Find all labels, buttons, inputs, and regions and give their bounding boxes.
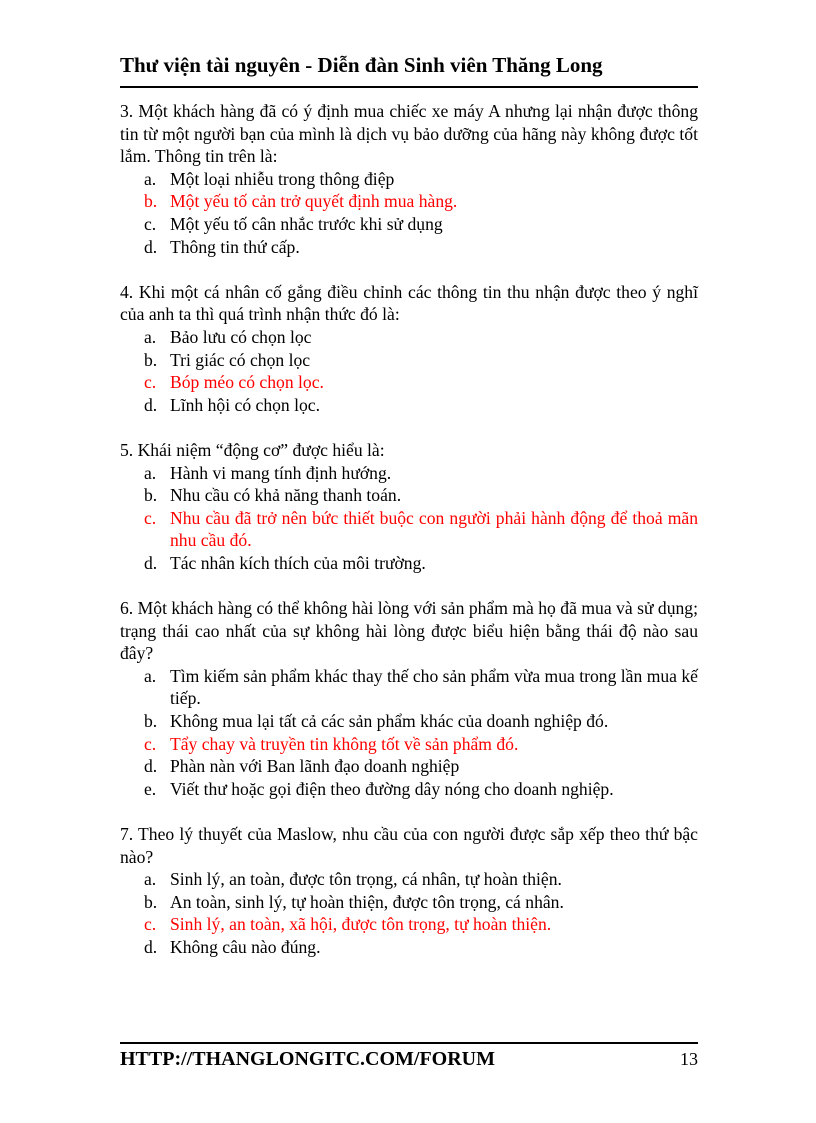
option-letter: a. — [144, 869, 157, 890]
question-3 — [120, 100, 698, 258]
question-text: 6. Một khách hàng có thể không hài lòng với sản phẩm mà họ đã mua và sử dụng; trạng thái cao nhất của sự không hài lòng được biểu hiện bằng thái độ nào sau đây? — [120, 598, 698, 664]
question-list — [120, 100, 698, 981]
option-text: An toàn, sinh lý, tự hoàn thiện, được tôn trọng, cá nhân. — [170, 891, 564, 912]
option-d — [120, 936, 698, 959]
option-letter: b. — [144, 711, 158, 732]
question-5 — [120, 439, 698, 575]
option-text: Phàn nàn với Ban lãnh đạo doanh nghiệp — [170, 756, 460, 777]
option-letter: d. — [144, 756, 158, 777]
option-text: Sinh lý, an toàn, được tôn trọng, cá nhân, tự hoàn thiện. — [170, 869, 562, 890]
option-letter: b. — [144, 349, 158, 370]
option-text: Tìm kiếm sản phẩm khác thay thế cho sản phẩm vừa mua trong lần mua kế tiếp. — [170, 665, 698, 709]
option-letter: d. — [144, 936, 158, 957]
option-text: Nhu cầu đã trở nên bức thiết buộc con người phải hành động để thoả mãn nhu cầu đó. — [170, 507, 698, 551]
option-c-correct — [120, 507, 698, 552]
option-list — [120, 868, 698, 958]
option-text: Tác nhân kích thích của môi trường. — [170, 552, 426, 573]
option-letter: c. — [144, 372, 157, 393]
option-letter: a. — [144, 168, 157, 189]
footer-divider — [120, 1042, 698, 1044]
question-6 — [120, 597, 698, 800]
option-d — [120, 236, 698, 259]
question-text: 7. Theo lý thuyết của Maslow, nhu cầu của con người được sắp xếp theo thứ bậc nào? — [120, 824, 698, 867]
option-letter: c. — [144, 507, 157, 528]
option-b — [120, 891, 698, 914]
option-letter: d. — [144, 236, 158, 257]
option-letter: b. — [144, 191, 158, 212]
option-letter: e. — [144, 778, 157, 799]
option-text: Không câu nào đúng. — [170, 936, 321, 957]
question-text: 5. Khái niệm “động cơ” được hiểu là: — [120, 439, 385, 460]
option-a — [120, 168, 698, 191]
option-list — [120, 462, 698, 575]
question-7 — [120, 823, 698, 959]
option-text: Thông tin thứ cấp. — [170, 236, 300, 257]
option-a — [120, 868, 698, 891]
option-letter: a. — [144, 665, 157, 686]
option-text: Một loại nhiễu trong thông điệp — [170, 168, 395, 189]
option-c-correct — [120, 371, 698, 394]
option-b — [120, 484, 698, 507]
option-b-correct — [120, 190, 698, 213]
option-text: Tri giác có chọn lọc — [170, 349, 311, 370]
option-a — [120, 326, 698, 349]
page-header-title: Thư viện tài nguyên - Diễn đàn Sinh viên Thăng Long — [120, 53, 603, 77]
option-letter: b. — [144, 891, 158, 912]
option-text: Hành vi mang tính định hướng. — [170, 462, 392, 483]
option-c-correct — [120, 913, 698, 936]
option-text: Một yếu tố cân nhắc trước khi sử dụng — [170, 213, 443, 234]
footer-forum-link[interactable]: HTTP://THANGLONGITC.COM/FORUM — [120, 1048, 495, 1070]
option-letter: d. — [144, 552, 158, 573]
option-d — [120, 755, 698, 778]
option-c-correct — [120, 733, 698, 756]
option-list — [120, 665, 698, 801]
option-a — [120, 665, 698, 710]
option-text: Sinh lý, an toàn, xã hội, được tôn trọng, tự hoàn thiện. — [170, 914, 552, 935]
option-text: Không mua lại tất cả các sản phẩm khác của doanh nghiệp đó. — [170, 711, 609, 732]
option-c — [120, 213, 698, 236]
option-text: Một yếu tố cản trở quyết định mua hàng. — [170, 191, 458, 212]
option-text: Tẩy chay và truyền tin không tốt về sản phẩm đó. — [170, 733, 519, 754]
option-e — [120, 778, 698, 801]
option-letter: c. — [144, 914, 157, 935]
option-b — [120, 349, 698, 372]
option-d — [120, 552, 698, 575]
option-d — [120, 394, 698, 417]
option-list — [120, 326, 698, 416]
option-text: Bóp méo có chọn lọc. — [170, 372, 324, 393]
option-a — [120, 462, 698, 485]
option-letter: b. — [144, 485, 158, 506]
question-text: 3. Một khách hàng đã có ý định mua chiếc xe máy A nhưng lại nhận được thông tin từ một người bạn của mình là dịch vụ bảo dưỡng của hãng này không được tốt lắm. Thông tin trên là: — [120, 101, 698, 167]
question-4 — [120, 281, 698, 417]
option-text: Bảo lưu có chọn lọc — [170, 326, 312, 347]
option-text: Nhu cầu có khả năng thanh toán. — [170, 485, 402, 506]
option-text: Lĩnh hội có chọn lọc. — [170, 394, 321, 415]
option-letter: a. — [144, 326, 157, 347]
option-b — [120, 710, 698, 733]
option-letter: a. — [144, 462, 157, 483]
page-number: 13 — [680, 1049, 698, 1069]
header-divider — [120, 86, 698, 88]
option-letter: d. — [144, 394, 158, 415]
option-letter: c. — [144, 733, 157, 754]
option-letter: c. — [144, 213, 157, 234]
option-text: Viết thư hoặc gọi điện theo đường dây nóng cho doanh nghiệp. — [170, 778, 614, 799]
option-list — [120, 168, 698, 258]
question-text: 4. Khi một cá nhân cố gắng điều chỉnh các thông tin thu nhận được theo ý nghĩ của anh ta thì quá trình nhận thức đó là: — [120, 281, 698, 325]
